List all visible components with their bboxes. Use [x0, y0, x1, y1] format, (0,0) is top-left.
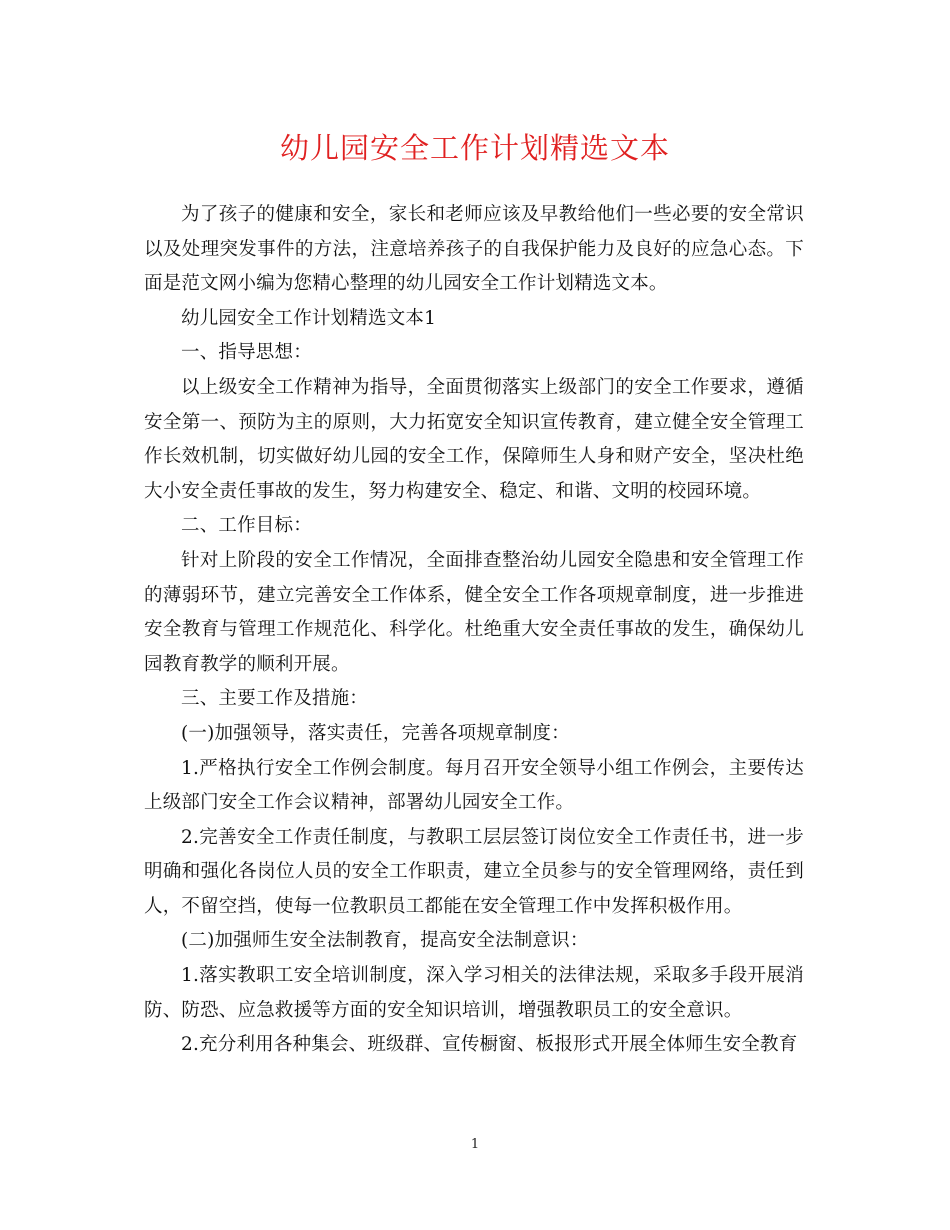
paragraph-section-heading: 幼儿园安全工作计划精选文本1 — [181, 307, 437, 329]
paragraph-subheading-legal-education: (二)加强师生安全法制教育，提高安全法制意识： — [181, 930, 589, 952]
document-body — [144, 198, 804, 1063]
paragraph-heading-main-work: 三、主要工作及措施： — [181, 688, 369, 710]
paragraph-item-meeting-system: 1.严格执行安全工作例会制度。每月召开安全领导小组工作例会，主要传达上级部门安全工作会议精神，部署幼儿园安全工作。 — [144, 757, 804, 814]
paragraph-heading-work-goals: 二、工作目标： — [181, 515, 312, 537]
paragraph-work-goals: 针对上阶段的安全工作情况，全面排查整治幼儿园安全隐患和安全管理工作的薄弱环节，建立完善安全工作体系，健全安全工作各项规章制度，进一步推进安全教育与管理工作规范化、科学化。杜绝重大安全责任事故的发生，确保幼儿园教育教学的顺利开展。 — [144, 549, 804, 675]
paragraph-item-responsibility: 2.完善安全工作责任制度，与教职工层层签订岗位安全工作责任书，进一步明确和强化各岗位人员的安全工作职责，建立全员参与的安全管理网络，责任到人，不留空挡，使每一位教职员工都能在安全管理工作中发挥积极作用。 — [144, 826, 804, 917]
paragraph-heading-guiding-idea: 一、指导思想： — [181, 342, 312, 364]
paragraph-item-safety-education: 2.充分利用各种集会、班级群、宣传橱窗、板报形式开展全体师生安全教育 — [181, 1034, 798, 1056]
paragraph-item-staff-training: 1.落实教职工安全培训制度，深入学习相关的法律法规，采取多手段开展消防、防恐、应急救援等方面的安全知识培训，增强教职员工的安全意识。 — [144, 965, 804, 1021]
paragraph-intro: 为了孩子的健康和安全，家长和老师应该及早教给他们一些必要的安全常识以及处理突发事件的方法，注意培养孩子的自我保护能力及良好的应急心态。下面是范文网小编为您精心整理的幼儿园安全工作计划精选文本。 — [144, 204, 804, 295]
document-title: 幼儿园安全工作计划精选文本 — [279, 131, 670, 165]
page-number: 1 — [470, 1137, 480, 1152]
paragraph-guiding-idea: 以上级安全工作精神为指导，全面贯彻落实上级部门的安全工作要求，遵循安全第一、预防为主的原则，大力拓宽安全知识宣传教育，建立健全安全管理工作长效机制，切实做好幼儿园的安全工作，保障师生人身和财产安全，坚决杜绝大小安全责任事故的发生，努力构建安全、稳定、和谐、文明的校园环境。 — [144, 376, 804, 502]
paragraph-subheading-leadership: (一)加强领导，落实责任，完善各项规章制度： — [181, 722, 570, 744]
